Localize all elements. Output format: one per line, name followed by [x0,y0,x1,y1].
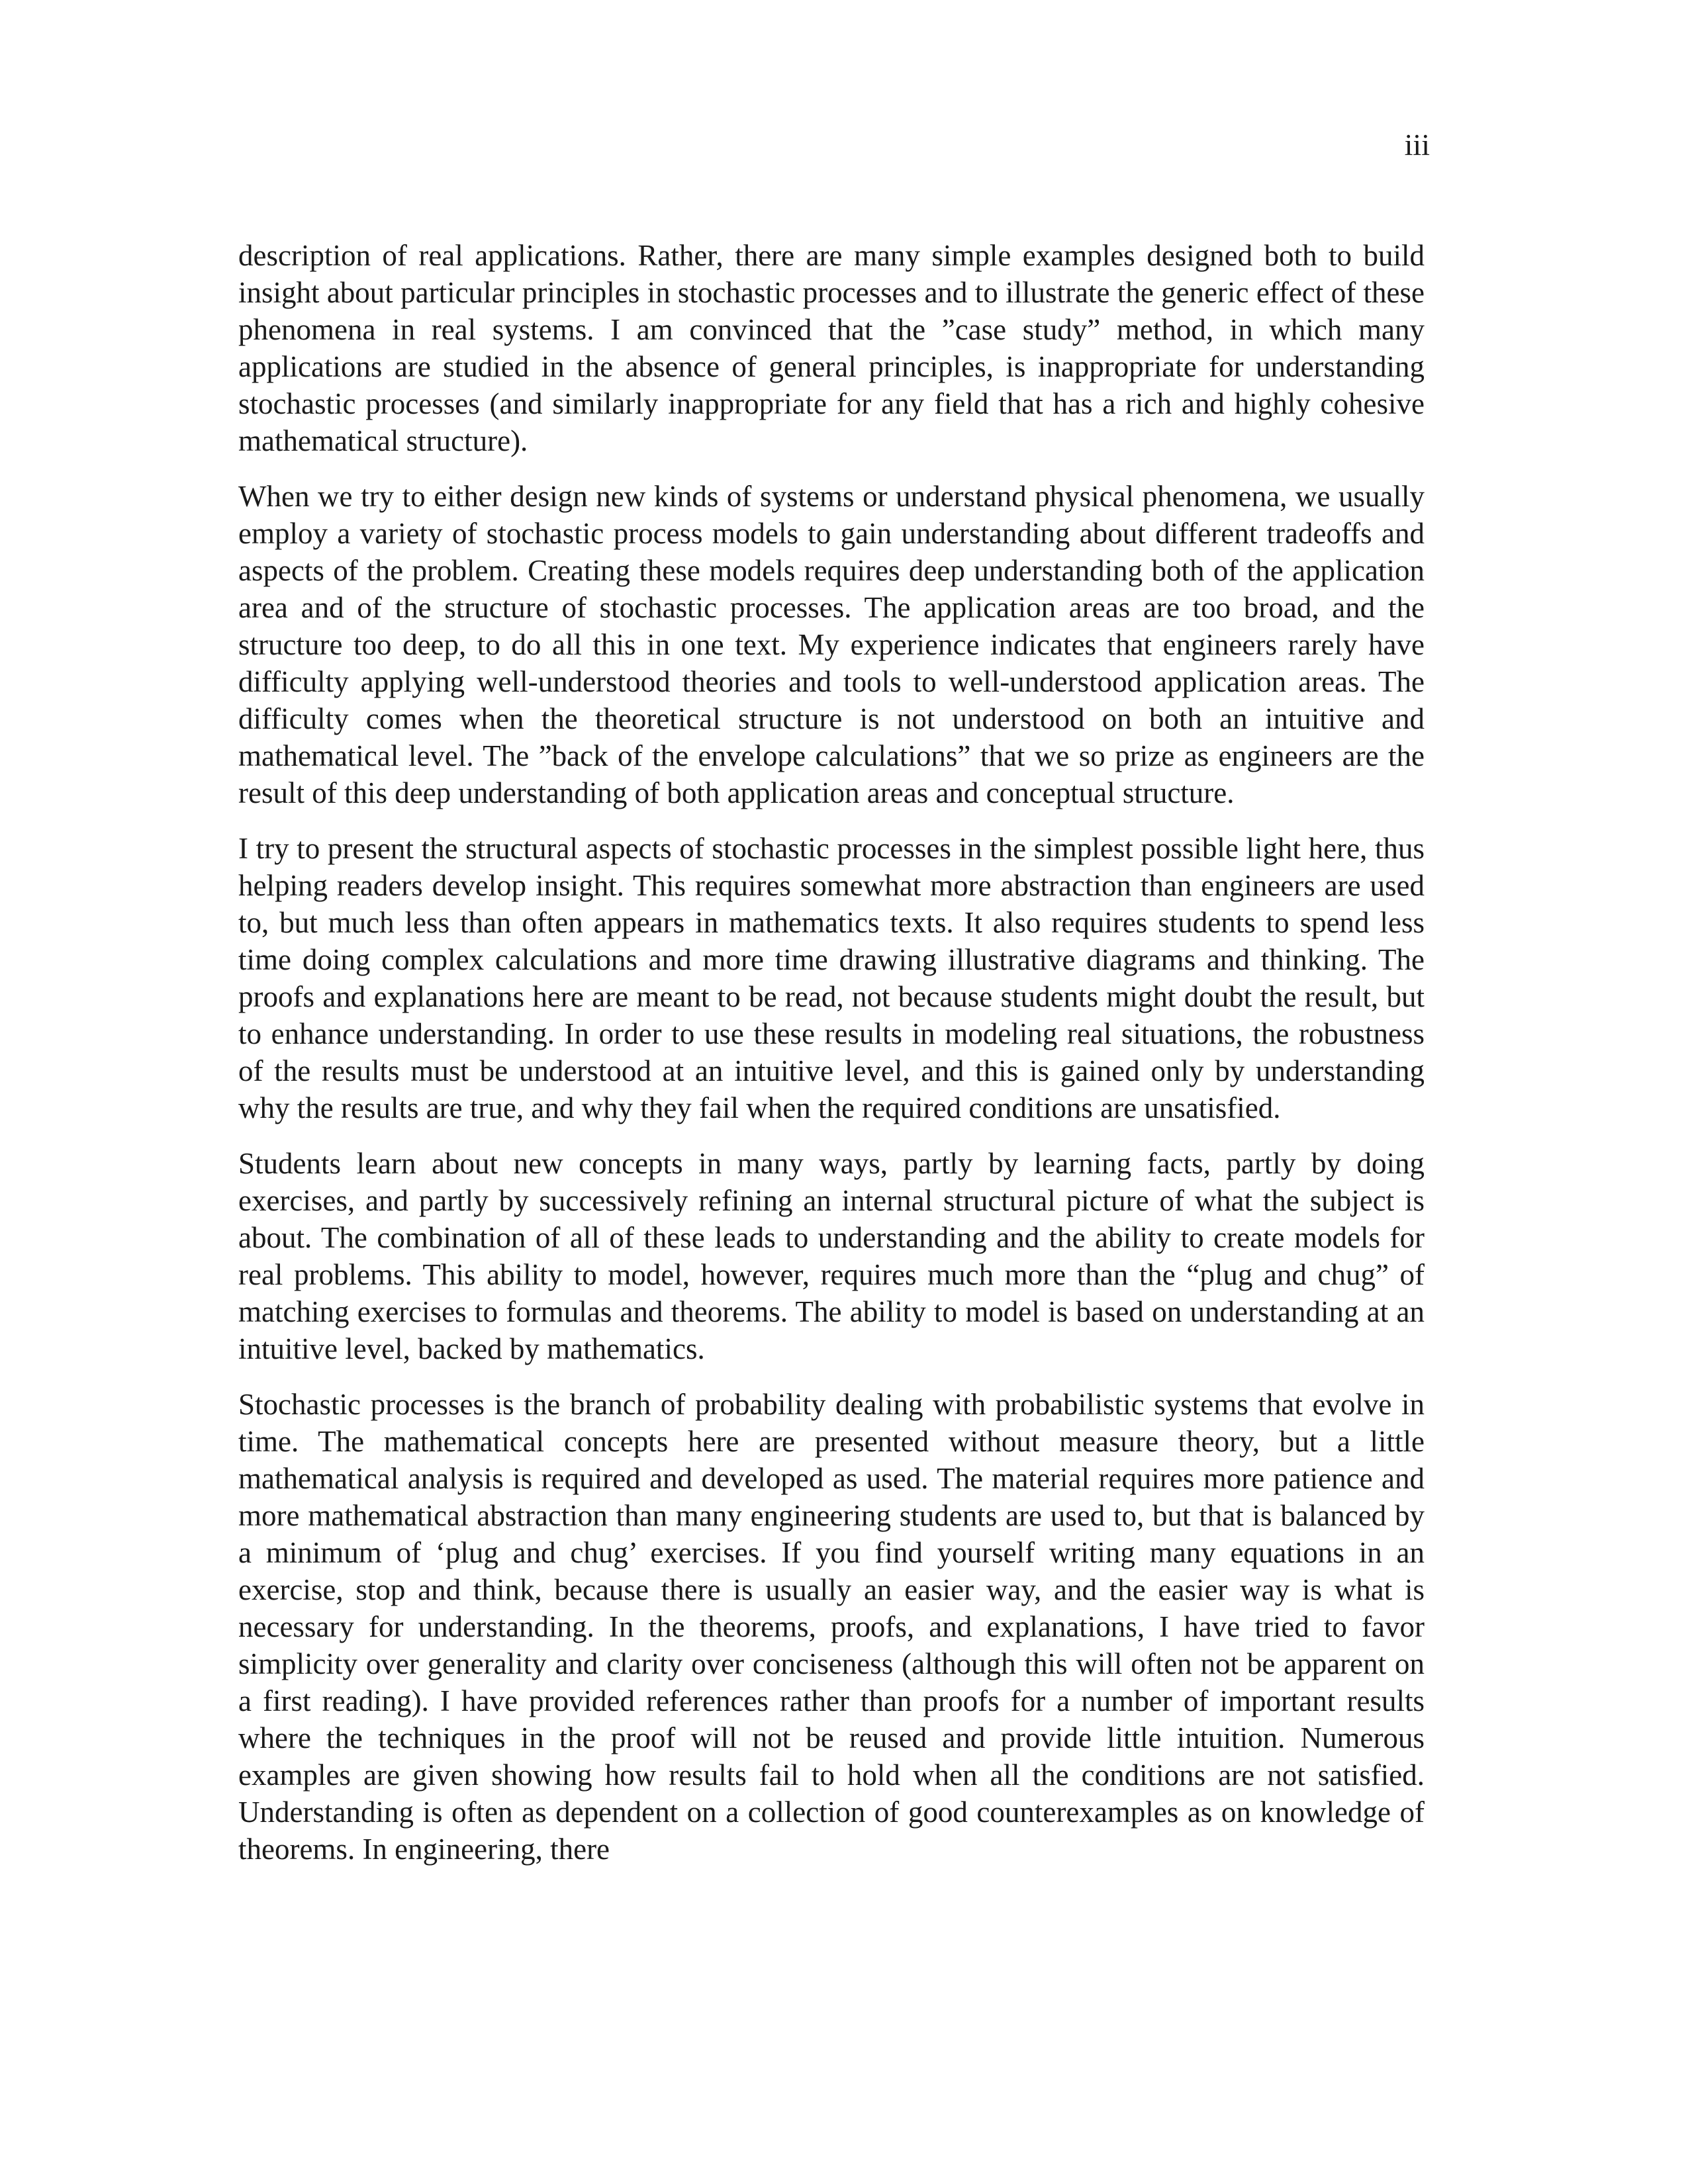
paragraph: Stochastic processes is the branch of probability dealing with probabilistic systems that evolve in time. The mathematical concepts here are presented without measure theory, but a little mathematical analysis is required and developed as used. The material requires more patience and more mathematical abstraction than many engineering students are used to, but that is balanced by a minimum of ‘plug and chug’ exercises. If you find yourself writing many equations in an exercise, stop and think, because there is usually an easier way, and the easier way is what is necessary for understanding. In the theorems, proofs, and explanations, I have tried to favor simplicity over generality and clarity over conciseness (although this will often not be apparent on a first reading). I have provided references rather than proofs for a number of important results where the techniques in the proof will not be reused and provide little intuition. Numerous examples are given showing how results fail to hold when all the conditions are not satisfied. Understanding is often as dependent on a collection of good counterexamples as on knowledge of theorems. In engineering, there [238,1388,1425,1866]
page-number: iii [1404,128,1430,161]
paragraph: I try to present the structural aspects of stochastic processes in the simplest possible light here, thus helping readers develop insight. This requires somewhat more abstraction than engineers are used to, but much less than often appears in mathematics texts. It also requires students to spend less time doing complex calculations and more time drawing illustrative diagrams and thinking. The proofs and explanations here are meant to be read, not because students might doubt the result, but to enhance understanding. In order to use these results in modeling real situations, the robustness of the results must be understood at an intuitive level, and this is gained only by understanding why the results are true, and why they fail when the required conditions are unsatisfied. [238,832,1425,1124]
paragraph: When we try to either design new kinds of systems or understand physical phenomena, we usually employ a variety of stochastic process models to gain understanding about different tradeoffs and aspects of the problem. Creating these models requires deep understanding both of the application area and of the structure of stochastic processes. The application areas are too broad, and the structure too deep, to do all this in one text. My experience indicates that engineers rarely have difficulty applying well-understood theories and tools to well-understood application areas. The difficulty comes when the theoretical structure is not understood on both an intuitive and mathematical level. The ”back of the envelope calculations” that we so prize as engineers are the result of this deep understanding of both application areas and conceptual structure. [238,480,1425,809]
paragraph: description of real applications. Rather, there are many simple examples designed both to build insight about particular principles in stochastic processes and to illustrate the generic effect of these phenomena in real systems. I am convinced that the ”case study” method, in which many applications are studied in the absence of general principles, is inappropriate for understanding stochastic processes (and similarly inappropriate for any field that has a rich and highly cohesive mathematical structure). [238,239,1425,457]
paragraph: Students learn about new concepts in many ways, partly by learning facts, partly by doing exercises, and partly by successively refining an internal structural picture of what the subject is about. The combination of all of these leads to understanding and the ability to create models for real problems. This ability to model, however, requires much more than the “plug and chug” of matching exercises to formulas and theorems. The ability to model is based on understanding at an intuitive level, backed by mathematics. [238,1147,1425,1365]
body-text [238,237,1425,1886]
